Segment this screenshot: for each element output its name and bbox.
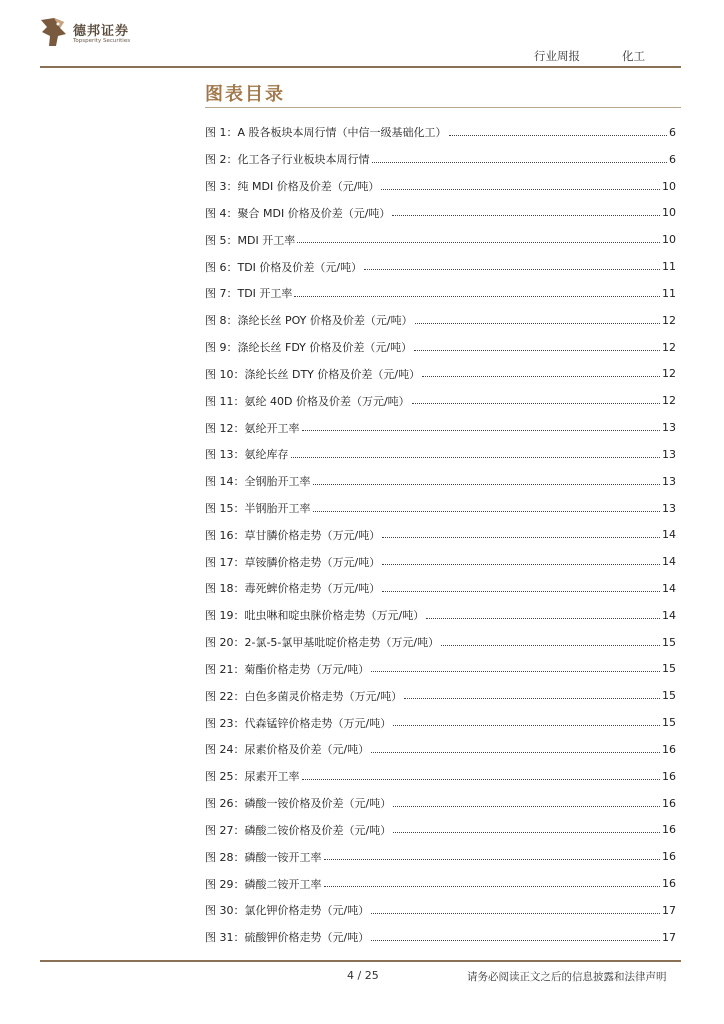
toc-item[interactable] [205, 924, 676, 951]
toc-item[interactable] [205, 199, 676, 226]
dragon-logo-icon [38, 16, 68, 48]
toc-item-label: 图 20：2-氯-5-氯甲基吡啶价格走势（万元/吨） [205, 636, 440, 650]
toc-title: 图表目录 [205, 84, 285, 105]
toc-leader-dots [412, 403, 660, 404]
toc-item[interactable] [205, 360, 676, 387]
toc-item[interactable] [205, 307, 676, 334]
toc-leader-dots [426, 618, 660, 619]
toc-list [205, 119, 676, 951]
toc-leader-dots [381, 189, 660, 190]
toc-item-label: 图 4：聚合 MDI 价格及价差（元/吨） [205, 206, 391, 220]
toc-item-page: 11 [662, 260, 676, 274]
toc-leader-dots [294, 296, 660, 297]
toc-item[interactable] [205, 119, 676, 146]
title-divider [205, 107, 681, 108]
toc-item-label: 图 1：A 股各板块本周行情（中信一级基础化工） [205, 126, 447, 140]
toc-item-page: 12 [662, 367, 676, 381]
header-divider [40, 66, 681, 68]
toc-item-label: 图 17：草铵膦价格走势（万元/吨） [205, 555, 381, 569]
toc-item[interactable] [205, 602, 676, 629]
toc-item[interactable] [205, 495, 676, 522]
toc-item-page: 14 [662, 581, 676, 595]
industry-label: 化工 [622, 49, 645, 63]
toc-leader-dots [382, 537, 660, 538]
toc-item-page: 16 [662, 796, 676, 810]
toc-item-page: 13 [662, 501, 676, 515]
toc-item-page: 17 [662, 903, 676, 917]
legal-disclaimer: 请务必阅读正文之后的信息披露和法律声明 [467, 971, 667, 983]
toc-item-page: 14 [662, 555, 676, 569]
toc-item-label: 图 5：MDI 开工率 [205, 233, 296, 247]
toc-item-page: 15 [662, 689, 676, 703]
toc-item-label: 图 12：氨纶开工率 [205, 421, 300, 435]
toc-item-label: 图 11：氨纶 40D 价格及价差（万元/吨） [205, 394, 410, 408]
toc-item-page: 6 [669, 125, 676, 139]
toc-leader-dots [302, 779, 661, 780]
toc-item[interactable] [205, 575, 676, 602]
toc-leader-dots [371, 940, 660, 941]
logo-company-name: 德邦证券 [73, 24, 130, 39]
toc-item[interactable] [205, 387, 676, 414]
toc-item-label: 图 8：涤纶长丝 POY 价格及价差（元/吨） [205, 314, 413, 328]
toc-item-page: 6 [669, 152, 676, 166]
toc-leader-dots [392, 215, 660, 216]
page-indicator: 4 / 25 [347, 969, 379, 982]
toc-leader-dots [382, 564, 660, 565]
toc-item-page: 14 [662, 528, 676, 542]
toc-item-label: 图 22：白色多菌灵价格走势（万元/吨） [205, 689, 403, 703]
company-logo [38, 16, 138, 52]
toc-item-page: 16 [662, 850, 676, 864]
toc-item-page: 14 [662, 608, 676, 622]
toc-leader-dots [371, 752, 660, 753]
toc-item-label: 图 24：尿素价格及价差（元/吨） [205, 743, 370, 757]
toc-item-page: 12 [662, 340, 676, 354]
toc-item[interactable] [205, 763, 676, 790]
toc-item-label: 图 2：化工各子行业板块本周行情 [205, 153, 370, 167]
toc-item-page: 16 [662, 769, 676, 783]
toc-leader-dots [414, 350, 660, 351]
toc-item-page: 10 [662, 206, 676, 220]
toc-item-label: 图 26：磷酸一铵价格及价差（元/吨） [205, 797, 392, 811]
toc-item-page: 16 [662, 742, 676, 756]
toc-leader-dots [393, 725, 660, 726]
toc-item-page: 17 [662, 930, 676, 944]
toc-item[interactable] [205, 790, 676, 817]
toc-leader-dots [393, 832, 660, 833]
toc-item[interactable] [205, 280, 676, 307]
toc-leader-dots [449, 135, 667, 136]
toc-item[interactable] [205, 656, 676, 683]
toc-item-label: 图 16：草甘膦价格走势（万元/吨） [205, 528, 381, 542]
toc-item-label: 图 27：磷酸二铵价格及价差（元/吨） [205, 823, 392, 837]
toc-item-page: 13 [662, 474, 676, 488]
toc-item[interactable] [205, 253, 676, 280]
toc-item[interactable] [205, 843, 676, 870]
toc-item-label: 图 23：代森锰锌价格走势（万元/吨） [205, 716, 392, 730]
toc-item[interactable] [205, 468, 676, 495]
toc-item[interactable] [205, 521, 676, 548]
toc-item[interactable] [205, 441, 676, 468]
toc-item-label: 图 13：氨纶库存 [205, 448, 289, 462]
toc-leader-dots [393, 806, 660, 807]
toc-leader-dots [324, 859, 661, 860]
toc-item[interactable] [205, 146, 676, 173]
toc-item-label: 图 18：毒死蜱价格走势（万元/吨） [205, 582, 381, 596]
toc-item-page: 16 [662, 877, 676, 891]
toc-item-label: 图 29：磷酸二铵开工率 [205, 877, 322, 891]
toc-leader-dots [404, 698, 660, 699]
toc-item[interactable] [205, 414, 676, 441]
toc-item[interactable] [205, 897, 676, 924]
toc-item-label: 图 6：TDI 价格及价差（元/吨） [205, 260, 363, 274]
toc-item[interactable] [205, 226, 676, 253]
toc-leader-dots [313, 511, 661, 512]
toc-item[interactable] [205, 709, 676, 736]
toc-leader-dots [364, 269, 660, 270]
logo-company-name-en: Topsperity Securities [73, 38, 131, 44]
toc-item[interactable] [205, 173, 676, 200]
toc-item[interactable] [205, 629, 676, 656]
toc-item-page: 13 [662, 421, 676, 435]
toc-item-label: 图 7：TDI 开工率 [205, 287, 293, 301]
toc-item[interactable] [205, 870, 676, 897]
toc-item-label: 图 30：氯化钾价格走势（元/吨） [205, 904, 370, 918]
toc-leader-dots [302, 430, 661, 431]
toc-leader-dots [422, 376, 660, 377]
toc-item-label: 图 14：全钢胎开工率 [205, 475, 311, 489]
report-type: 行业周报 [534, 49, 580, 63]
toc-item[interactable] [205, 736, 676, 763]
toc-item-page: 16 [662, 823, 676, 837]
toc-item-page: 11 [662, 286, 676, 300]
toc-leader-dots [372, 162, 668, 163]
toc-item-page: 10 [662, 179, 676, 193]
footer-divider [40, 960, 681, 962]
toc-leader-dots [441, 645, 660, 646]
toc-item-page: 12 [662, 313, 676, 327]
toc-item[interactable] [205, 334, 676, 361]
toc-item-label: 图 15：半钢胎开工率 [205, 502, 311, 515]
toc-item[interactable] [205, 682, 676, 709]
toc-leader-dots [415, 323, 660, 324]
toc-item[interactable] [205, 548, 676, 575]
toc-leader-dots [382, 591, 660, 592]
toc-leader-dots [371, 913, 660, 914]
toc-leader-dots [297, 242, 660, 243]
toc-item-label: 图 31：硫酸钾价格走势（元/吨） [205, 931, 370, 945]
toc-item-label: 图 28：磷酸一铵开工率 [205, 850, 322, 864]
toc-leader-dots [371, 671, 660, 672]
toc-item-label: 图 19：吡虫啉和啶虫脒价格走势（万元/吨） [205, 609, 425, 623]
toc-item-page: 12 [662, 394, 676, 408]
toc-item-page: 15 [662, 662, 676, 676]
toc-item-page: 15 [662, 635, 676, 649]
toc-leader-dots [324, 886, 661, 887]
toc-item-label: 图 10：涤纶长丝 DTY 价格及价差（元/吨） [205, 367, 421, 381]
toc-leader-dots [291, 457, 661, 458]
toc-item-page: 10 [662, 233, 676, 247]
toc-item-label: 图 3：纯 MDI 价格及价差（元/吨） [205, 180, 380, 194]
toc-item-page: 15 [662, 716, 676, 730]
toc-item-label: 图 21：菊酯价格走势（万元/吨） [205, 662, 370, 676]
toc-item-label: 图 25：尿素开工率 [205, 770, 300, 784]
toc-item-page: 13 [662, 447, 676, 461]
toc-leader-dots [313, 484, 661, 485]
toc-item-label: 图 9：涤纶长丝 FDY 价格及价差（元/吨） [205, 341, 413, 355]
toc-item[interactable] [205, 817, 676, 844]
